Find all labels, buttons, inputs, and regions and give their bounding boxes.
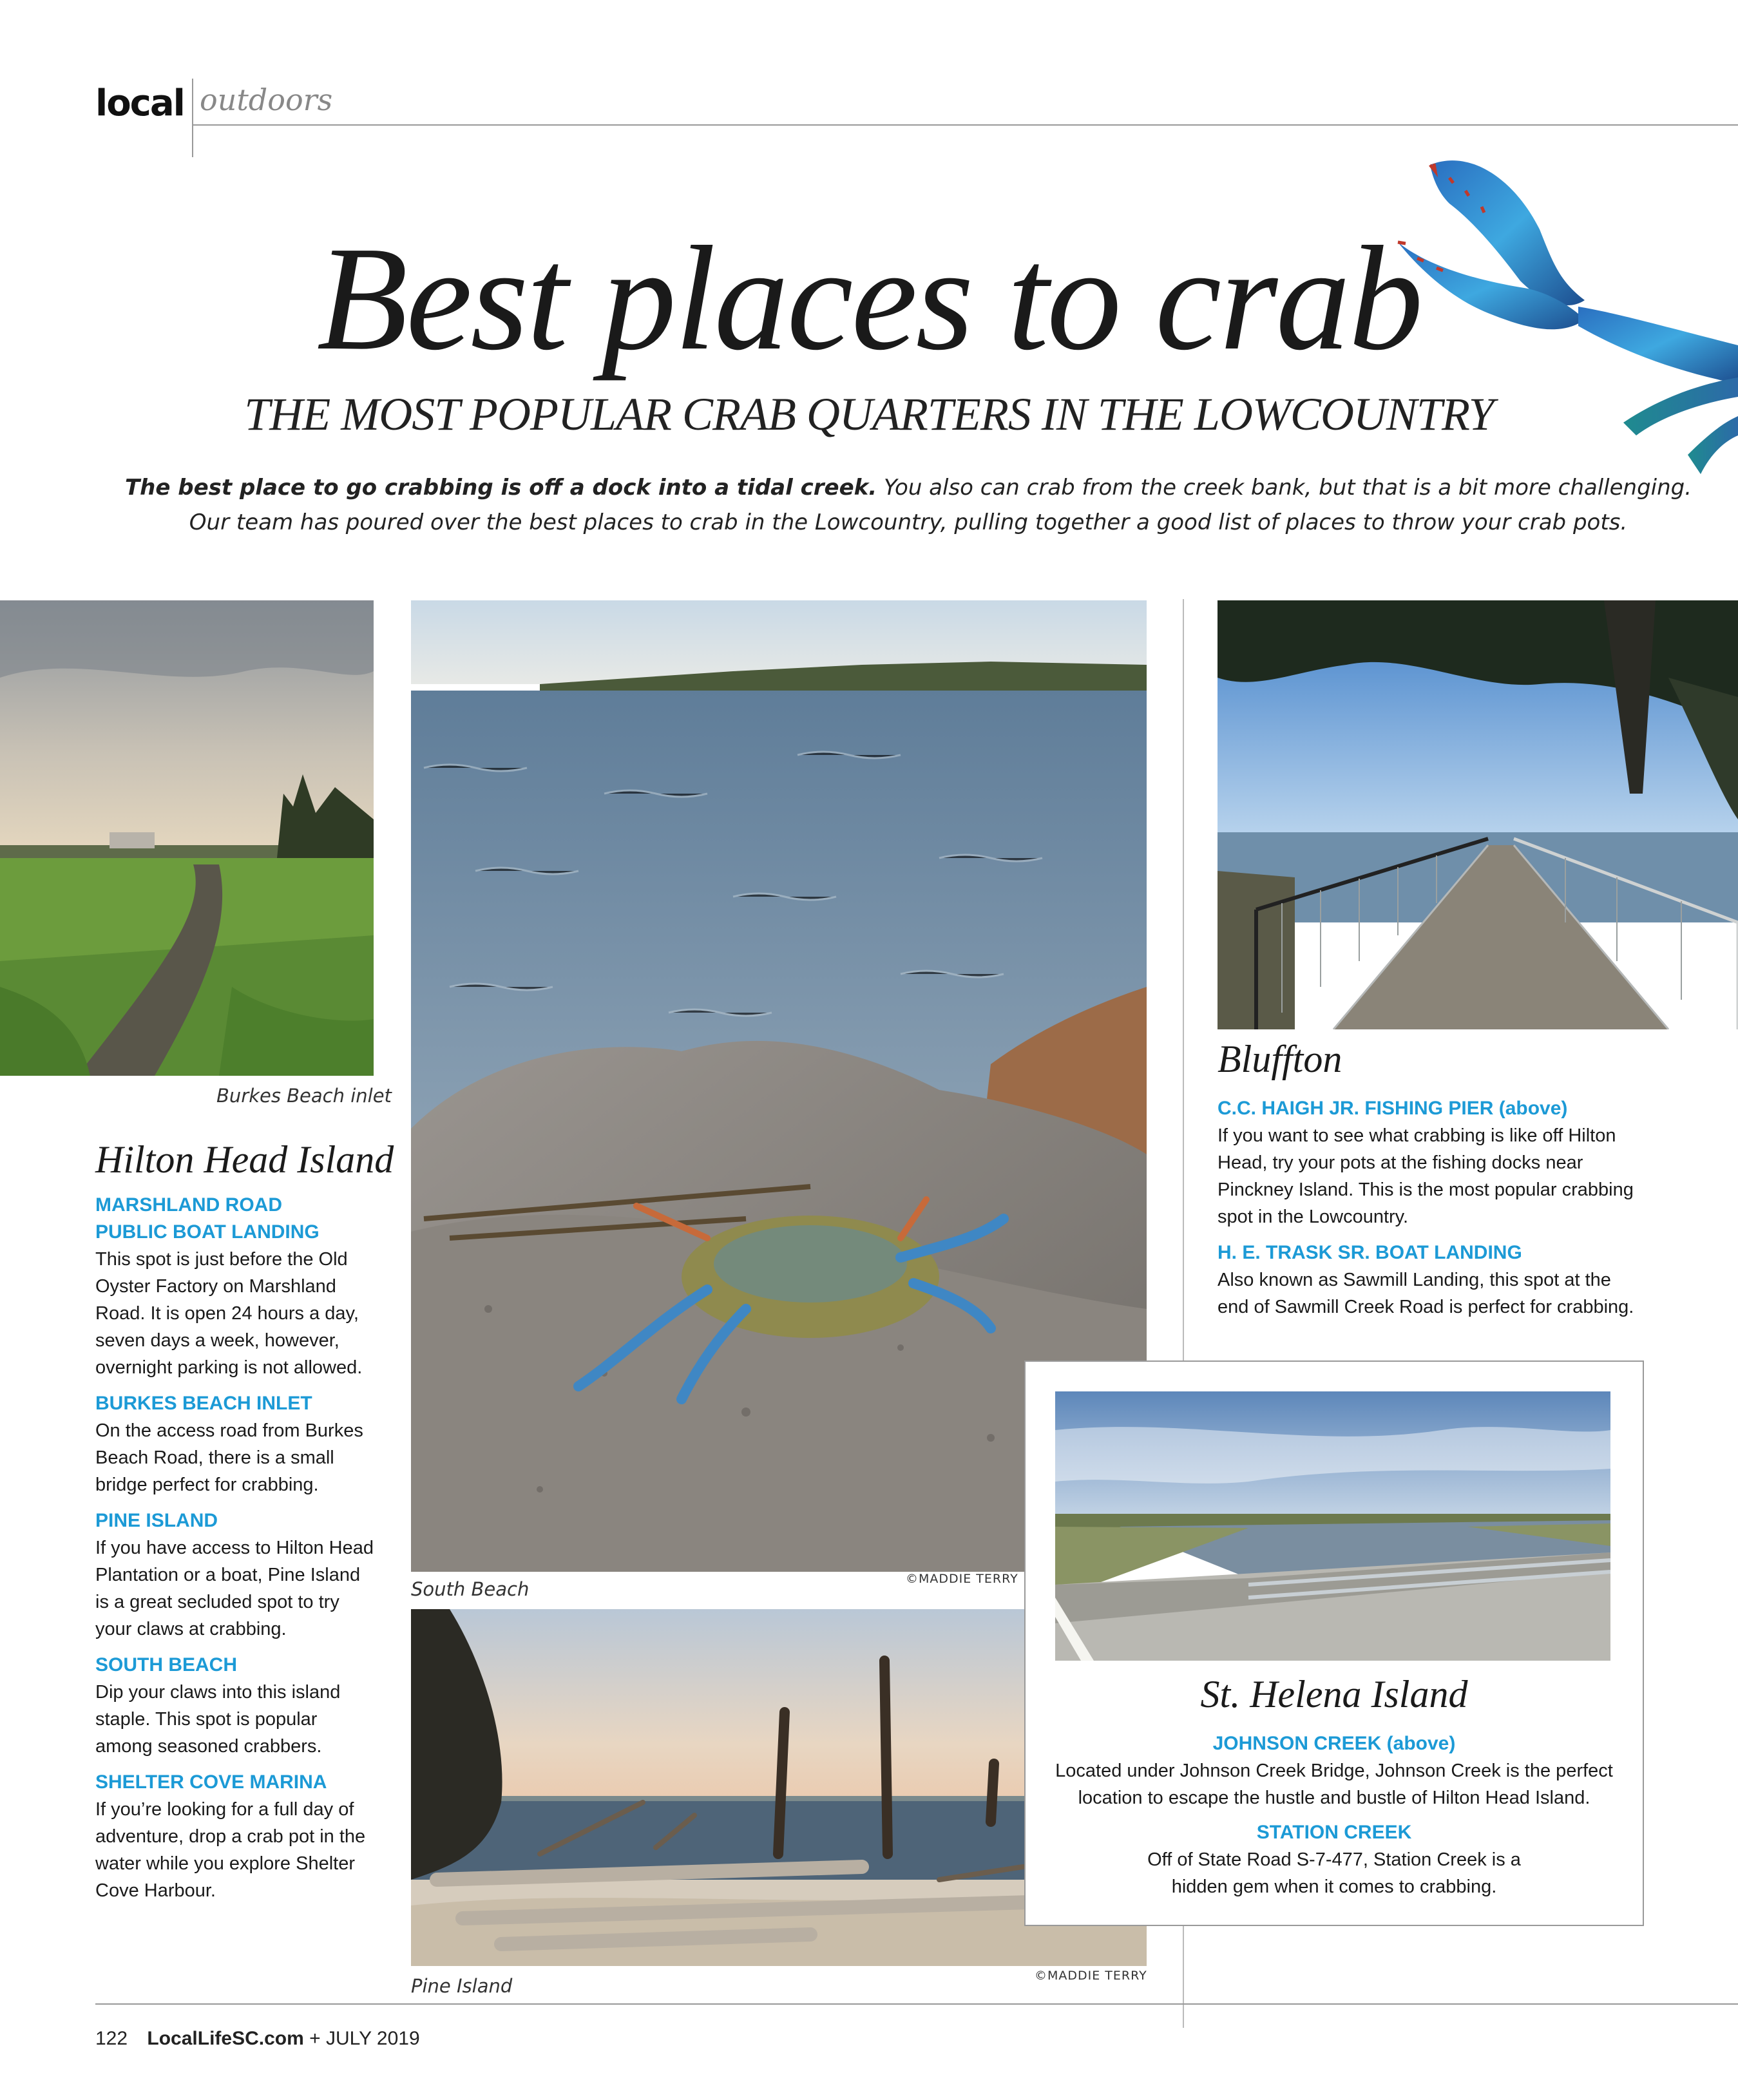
description-line: Oyster Factory on Marshland (95, 1276, 336, 1297)
south-beach-credit: ©MADDIE TERRY (906, 1572, 1018, 1586)
description-line: spot in the Lowcountry. (1218, 1207, 1409, 1227)
intro-line-2: Our team has poured over the best places to crab in the Lowcountry, pulling together a good list of places to throw your crab pots. (189, 510, 1628, 535)
description-line: On the access road from Burkes (95, 1420, 363, 1441)
description-line: staple. This spot is popular (95, 1709, 318, 1730)
description-line: end of Sawmill Creek Road is perfect for crabbing. (1218, 1297, 1634, 1317)
header-divider (192, 79, 193, 157)
location-description (1024, 1846, 1644, 1900)
location-cc-haigh-fishing-pier (1218, 1095, 1656, 1230)
description-line: Pinckney Island. This is the most popular crabbing (1218, 1179, 1634, 1200)
description-line: If you’re looking for a full day of (95, 1799, 354, 1820)
bluffton-pier-photo (1218, 600, 1738, 1029)
location-name: C.C. HAIGH JR. FISHING PIER (above) (1218, 1098, 1568, 1119)
description-line: Also known as Sawmill Landing, this spot at the (1218, 1270, 1611, 1290)
description-line: location to escape the hustle and bustle of Hilton Head Island. (1078, 1788, 1590, 1808)
location-trask-boat-landing (1218, 1239, 1656, 1321)
description-line: Off of State Road S-7-477, Station Creek is a (1147, 1849, 1521, 1870)
intro-lead: The best place to go crabbing is off a dock into a tidal creek. (124, 475, 877, 501)
description-line: bridge perfect for crabbing. (95, 1475, 319, 1495)
description-line: adventure, drop a crab pot in the (95, 1826, 366, 1847)
description-line: If you want to see what crabbing is like off Hilton (1218, 1125, 1616, 1146)
region-title-hilton-head: Hilton Head Island (95, 1138, 394, 1181)
description-line: Head, try your pots at the fishing docks near (1218, 1152, 1583, 1173)
south-beach-caption: South Beach (411, 1578, 530, 1600)
st-helena-locations (1024, 1730, 1644, 1900)
hilton-head-locations (95, 1192, 379, 1904)
site-name: LocalLifeSC.com (147, 2028, 304, 2049)
location-pine-island (95, 1507, 379, 1643)
description-line: Located under Johnson Creek Bridge, Johnson Creek is the perfect (1055, 1761, 1613, 1781)
page-number: 122 (95, 2028, 128, 2049)
location-description (95, 1796, 379, 1904)
description-line: seven days a week, however, (95, 1330, 339, 1351)
description-line: Road. It is open 24 hours a day, (95, 1303, 359, 1324)
location-burkes-beach-inlet (95, 1390, 379, 1498)
location-name: SHELTER COVE MARINA (95, 1771, 327, 1793)
burkes-beach-caption: Burkes Beach inlet (216, 1085, 392, 1107)
burkes-beach-photo (0, 600, 374, 1076)
location-name: PUBLIC BOAT LANDING (95, 1221, 320, 1243)
intro-rest: You also can crab from the creek bank, but that is a bit more challenging. (877, 475, 1692, 501)
page-footer (95, 2028, 420, 2050)
location-name: JOHNSON CREEK (above) (1212, 1733, 1456, 1754)
pine-island-credit: ©MADDIE TERRY (1035, 1969, 1147, 1983)
description-line: This spot is just before the Old (95, 1249, 348, 1270)
location-name: H. E. TRASK SR. BOAT LANDING (1218, 1242, 1522, 1263)
location-name: PINE ISLAND (95, 1510, 218, 1531)
description-line: among seasoned crabbers. (95, 1736, 322, 1757)
article-title: Best places to crab (316, 216, 1422, 381)
region-title-st-helena: St. Helena Island (1200, 1673, 1468, 1715)
description-line: hidden gem when it comes to crabbing. (1171, 1876, 1497, 1897)
location-name: SOUTH BEACH (95, 1654, 238, 1675)
description-line: water while you explore Shelter (95, 1853, 355, 1874)
description-line: your claws at crabbing. (95, 1619, 287, 1639)
description-line: Plantation or a boat, Pine Island (95, 1565, 361, 1585)
description-line: is a great secluded spot to try (95, 1592, 339, 1612)
header-rule (192, 124, 1738, 126)
location-name: BURKES BEACH INLET (95, 1393, 312, 1414)
article-subtitle: THE MOST POPULAR CRAB QUARTERS IN THE LOWCOUNTRY (244, 388, 1494, 440)
description-line: If you have access to Hilton Head (95, 1538, 374, 1558)
footer-rule (95, 2003, 1738, 2005)
region-title-bluffton: Bluffton (1218, 1038, 1342, 1080)
location-south-beach (95, 1652, 379, 1760)
location-name: MARSHLAND ROAD (95, 1194, 282, 1216)
location-description (95, 1246, 379, 1381)
location-description (95, 1534, 379, 1643)
description-line: Beach Road, there is a small (95, 1447, 334, 1468)
johnson-creek-bridge-photo (1055, 1391, 1610, 1661)
location-description (95, 1679, 379, 1760)
section-name: outdoors (200, 82, 333, 117)
location-station-creek (1024, 1819, 1644, 1900)
location-name: STATION CREEK (1256, 1822, 1412, 1843)
location-description (1024, 1757, 1644, 1811)
location-johnson-creek (1024, 1730, 1644, 1811)
brand-logo: local (95, 82, 184, 124)
location-description (1218, 1122, 1656, 1230)
location-shelter-cove-marina (95, 1769, 379, 1904)
description-line: Cove Harbour. (95, 1880, 216, 1901)
location-marshland-road (95, 1192, 379, 1381)
location-description (1218, 1266, 1656, 1321)
article-intro (103, 470, 1714, 540)
location-description (95, 1417, 379, 1498)
pine-island-caption: Pine Island (411, 1975, 513, 1997)
bluffton-locations (1218, 1095, 1656, 1321)
description-line: overnight parking is not allowed. (95, 1357, 363, 1378)
issue-date: + JULY 2019 (309, 2028, 420, 2049)
description-line: Dip your claws into this island (95, 1682, 341, 1703)
